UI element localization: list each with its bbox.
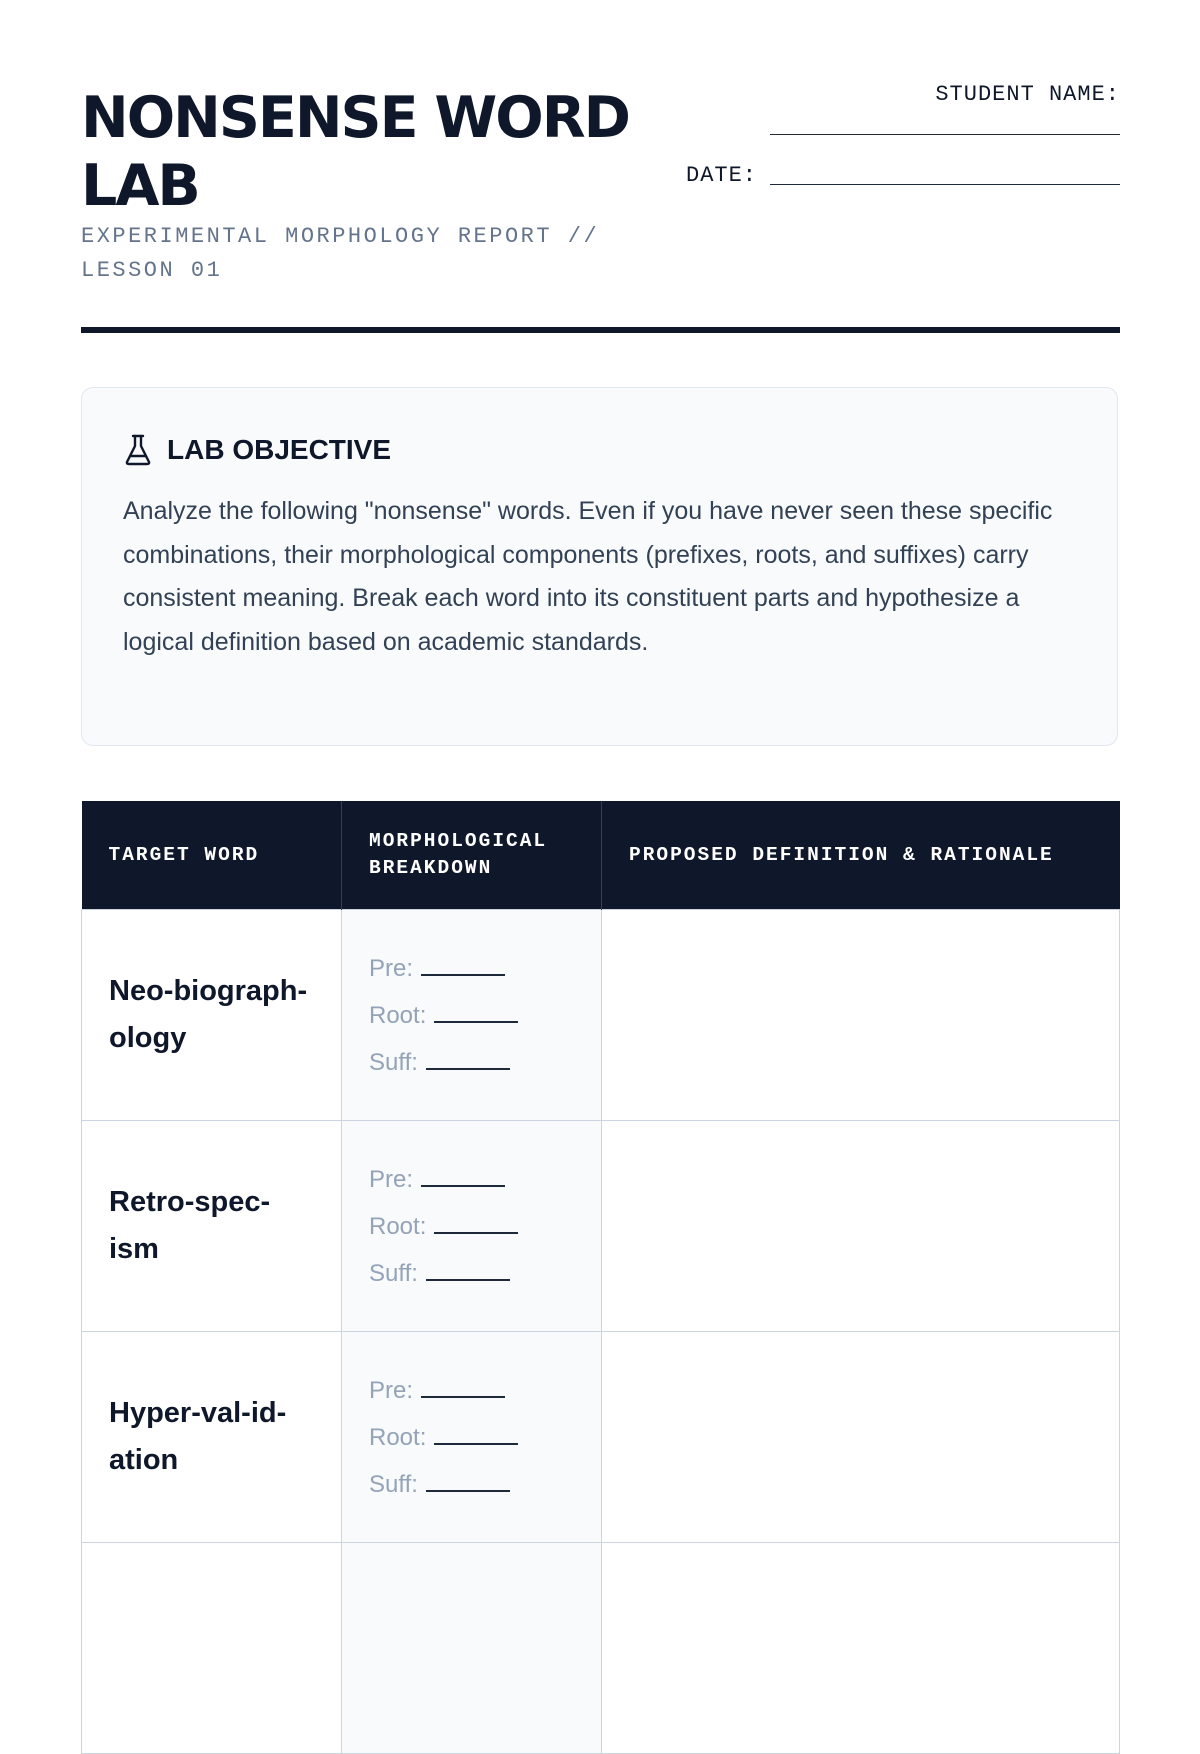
breakdown-cell [342, 1543, 602, 1754]
definition-field[interactable] [602, 1121, 1120, 1332]
page-subtitle: EXPERIMENTAL MORPHOLOGY REPORT // LESSON 01 [81, 224, 600, 283]
root-field[interactable]: Root: [369, 992, 574, 1039]
table-row [82, 1121, 1120, 1332]
word-analysis-table [81, 801, 1120, 1754]
table-row [82, 910, 1120, 1121]
student-name-field[interactable] [770, 134, 1120, 135]
table-header-row [82, 801, 1120, 910]
suffix-field[interactable]: Suff: [369, 1039, 574, 1086]
date-field[interactable] [770, 184, 1120, 185]
lab-objective-heading [123, 434, 391, 466]
prefix-field[interactable]: Pre: [369, 945, 574, 992]
definition-field[interactable] [602, 1332, 1120, 1543]
suffix-field[interactable]: Suff: [369, 1461, 574, 1508]
date-label: DATE: [686, 163, 758, 188]
lab-objective-title: LAB OBJECTIVE [167, 434, 392, 465]
prefix-field[interactable]: Pre: [369, 1367, 574, 1414]
target-word-cell [82, 1543, 342, 1754]
target-word-cell [82, 910, 342, 1121]
table-row [82, 1543, 1120, 1754]
target-word: Retro-spec-ism [109, 1186, 271, 1265]
breakdown-cell [342, 910, 602, 1121]
column-header-target-word: TARGET WORD [82, 801, 342, 910]
breakdown-cell [342, 1121, 602, 1332]
page-title: NONSENSE WORD LAB [81, 85, 629, 219]
prefix-field[interactable]: Pre: [369, 1156, 574, 1203]
definition-field[interactable] [602, 910, 1120, 1121]
lab-objective-text: Analyze the following "nonsense" words. Even if you have never seen these specific combinations, their morphological components (prefixes, roots, and suffixes) carry consistent meaning. Break each word into its constituent parts and hypothesize a logical definition based on academic standards. [123, 497, 1053, 656]
table-row [82, 1332, 1120, 1543]
student-name-label: STUDENT NAME: [935, 82, 1120, 107]
header-divider [81, 327, 1120, 333]
worksheet-header [81, 0, 1120, 334]
root-field[interactable]: Root: [369, 1203, 574, 1250]
target-word: Neo-biograph-ology [109, 975, 308, 1054]
breakdown-cell [342, 1332, 602, 1543]
target-word-cell [82, 1121, 342, 1332]
flask-icon [123, 434, 153, 466]
root-field[interactable]: Root: [369, 1414, 574, 1461]
target-word: Hyper-val-id-ation [109, 1397, 287, 1476]
suffix-field[interactable]: Suff: [369, 1250, 574, 1297]
column-header-breakdown: MORPHOLOGICAL BREAKDOWN [342, 801, 602, 910]
definition-field[interactable] [602, 1543, 1120, 1754]
lab-objective-panel [81, 387, 1118, 746]
column-header-definition: PROPOSED DEFINITION & RATIONALE [602, 801, 1120, 910]
target-word-cell [82, 1332, 342, 1543]
worksheet-page [81, 0, 1120, 1498]
